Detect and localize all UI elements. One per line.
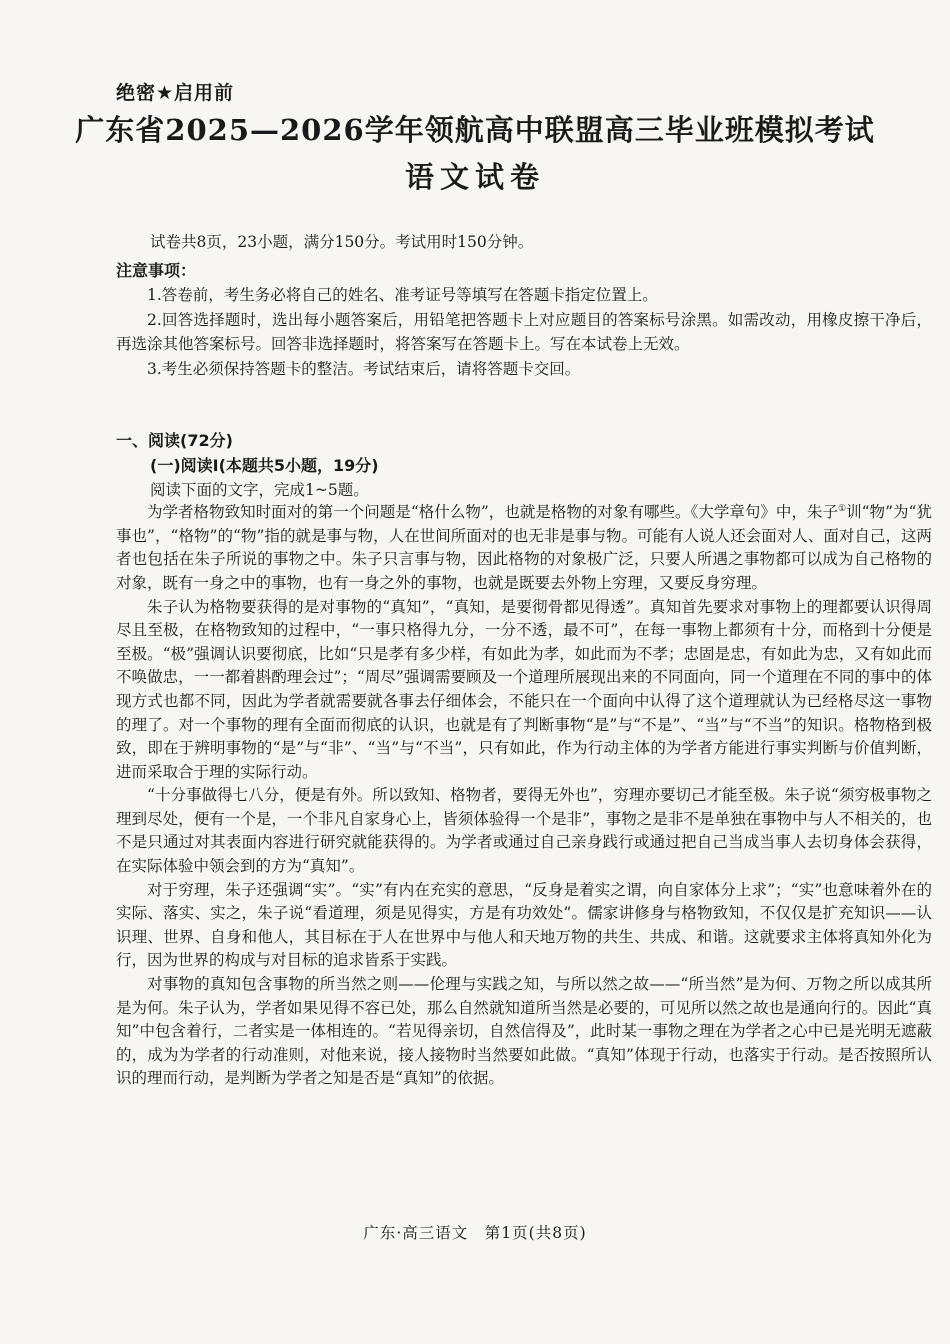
note-item: 3.考生必须保持答题卡的整洁。考试结束后，请将答题卡交回。 xyxy=(147,359,581,378)
footnote-mark: ① xyxy=(838,504,847,514)
paragraph-text: 为学者格物致知时面对的第一个问题是“格什么物”，也就是格物的对象有哪些。《大学章句》中，朱子 xyxy=(147,503,838,522)
reading-instruction: 阅读下面的文字，完成1~5题。 xyxy=(150,481,369,499)
paragraph-text: 训“物”为“犹事也”，“格物”的“物”指的就是事与物，人在世间所面对的也无非是事与物。可能有人说人还会面对人、面对自己，这两者也包括在朱子所说的事物之中。朱子只言事与物，因此格物的对象极广泛，只要人所遇之事物都可以成为自己格物的对象，既有一身之中的事物，也有一身之外的事物，也就是既要去外物上穷理，又要反身穷理。 xyxy=(116,503,932,592)
exam-title: 广东省2025—2026学年领航高中联盟高三毕业班模拟考试 xyxy=(75,113,875,147)
passage-paragraph xyxy=(116,879,932,973)
note-item: 2.回答选择题时，选出每小题答案后，用铅笔把答题卡上对应题目的答案标号涂黑。如需改动，用橡皮擦干净后，再选涂其他答案标号。回答非选择题时，将答案写在答题卡上。写在本试卷上无效。 xyxy=(116,310,932,353)
subsection-heading: (一)阅读Ⅰ(本题共5小题，19分) xyxy=(150,456,379,475)
paragraph-text: “十分事做得七八分，便是有外。所以致知、格物者，要得无外也”，穷理亦要切己才能至极。朱子说“须穷极事物之理到尽处，便有一个是，一个非凡自家身心上，皆须体验得一个是非”，事物之是非不是单独在事物中与人不相关的，也不是只通过对其表面内容进行研究就能获得的。为学者或通过自己亲身践行或通过把自己当成当事人去切身体会获得，在实际体验中领会到的方为“真知”。 xyxy=(116,786,932,876)
paragraph-text: 对事物的真知包含事物的所当然之则——伦理与实践之知，与所以然之故——“所当然”是为何、万物之所以成其所是为何。朱子认为，学者如果见得不容已处，那么自然就知道所当然是必要的，可见所以然之故也是通向行的。因此“真知”中包含着行，二者实是一体相连的。“若见得亲切，自然信得及”，此时某一事物之理在为学者之心中已是光明无遮蔽的，成为为学者的行动准则，对他来说，接人接物时当然要如此做。“真知”体现于行动，也落实于行动。是否按照所认识的理而行动，是判断为学者之知是否是“真知”的依据。 xyxy=(116,975,932,1088)
paragraph-text: 朱子认为格物要获得的是对事物的“真知”，“真知，是要彻骨都见得透”。真知首先要求对事物上的理都要认识得周尽且至极，在格物致知的过程中，“一事只格得九分，一分不透，最不可”，在每一事物上都须有十分，而格到十分便是至极。“极”强调认识要彻底，比如“只是孝有多少样，有如此为孝，如此而为不孝；忠固是忠，有如此为忠，又有如此而不唤做忠，一一都着斟酌理会过”；“周尽”强调需要顾及一个道理所展现出来的不同面向，同一个道理在不同的事中的体现方式也都不同，因此为学者就需要就各事去仔细体会，不能只在一个面向中认得了这个道理就认为已经格尽这一事物的理了。对一个事物的理有全面而彻底的认识，也就是有了判断事物“是”与“不是”、“当”与“不当”的知识。格物格到极致，即在于辨明事物的“是”与“非”、“当”与“不当”，只有如此，作为行动主体的为学者方能进行事实判断与价值判断，进而采取合于理的实际行动。 xyxy=(116,597,932,781)
passage-paragraph xyxy=(116,498,932,596)
notes-list xyxy=(116,283,932,381)
passage-paragraph xyxy=(116,973,932,1091)
reading-passage xyxy=(116,498,932,1091)
exam-info: 试卷共8页，23小题，满分150分。考试用时150分钟。 xyxy=(150,233,534,251)
confidential-label: 绝密★启用前 xyxy=(116,82,235,104)
page-footer: 广东·高三语文 第1页(共8页) xyxy=(363,1224,587,1242)
subject-title: 语文试卷 xyxy=(404,160,545,194)
paragraph-text: 对于穷理，朱子还强调“实”。“实”有内在充实的意思，“反身是着实之谓，向自家体分上求”；“实”也意味着外在的实际、落实、实之，朱子说“看道理，须是见得实，方是有功效处”。儒家讲修身与格物致知，不仅仅是扩充知识——认识理、世界、自身和他人，其目标在于人在世界中与他人和天地万物的共生、共成、和谐。这就要求主体将真知外化为行，因为世界的构成与对目标的追求皆系于实践。 xyxy=(116,880,932,970)
notes-heading: 注意事项： xyxy=(116,261,197,280)
note-item: 1.答卷前，考生务必将自己的姓名、准考证号等填写在答题卡指定位置上。 xyxy=(147,286,658,304)
passage-paragraph xyxy=(116,784,932,878)
section-heading: 一、阅读(72分) xyxy=(116,431,233,450)
passage-paragraph xyxy=(116,596,932,785)
